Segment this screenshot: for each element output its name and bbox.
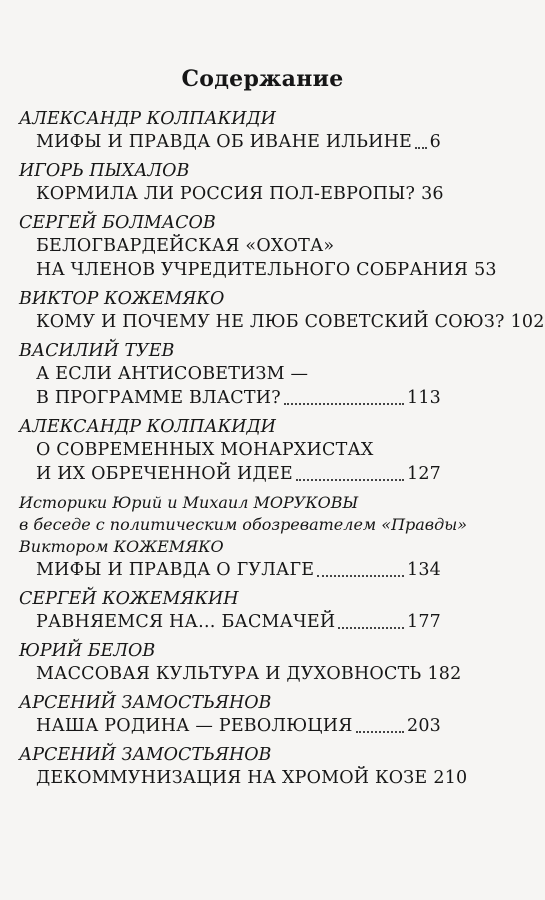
page-number: 102	[510, 312, 545, 332]
author-name: СЕРГЕЙ КОЖЕМЯКИН	[19, 589, 239, 609]
dot-leader	[284, 402, 404, 405]
article-title-line: А ЕСЛИ АНТИСОВЕТИЗМ —	[36, 364, 309, 384]
dot-leader	[338, 626, 404, 629]
author-name: ЮРИЙ БЕЛОВ	[19, 641, 156, 661]
article-title-row[interactable]	[19, 662, 462, 686]
author-name: АЛЕКСАНДР КОЛПАКИДИ	[19, 109, 276, 129]
article-title: И ИХ ОБРЕЧЕННОЙ ИДЕЕ	[36, 464, 293, 484]
dot-leader	[317, 574, 404, 577]
article-title: РАВНЯЕМСЯ НА… БАСМАЧЕЙ	[36, 612, 336, 632]
toc-entry	[19, 160, 444, 206]
author-name: АЛЕКСАНДР КОЛПАКИДИ	[19, 417, 276, 437]
toc-entry	[19, 588, 441, 634]
page-title: Содержание	[181, 66, 344, 92]
page-number: 6	[429, 132, 441, 152]
toc-entry	[19, 744, 468, 790]
toc-entry	[19, 692, 441, 738]
article-title-row[interactable]	[19, 462, 441, 486]
toc-entry	[19, 416, 441, 486]
article-title: МИФЫ И ПРАВДА ОБ ИВАНЕ ИЛЬИНЕ	[36, 132, 413, 152]
author-name: АРСЕНИЙ ЗАМОСТЬЯНОВ	[19, 693, 272, 713]
author-line: Историки Юрий и Михаил МОРУКОВЫ	[19, 493, 359, 512]
article-title: МАССОВАЯ КУЛЬТУРА И ДУХОВНОСТЬ	[36, 664, 422, 684]
article-title-row[interactable]	[19, 558, 441, 582]
page-number: 36	[421, 184, 444, 204]
article-title-row[interactable]	[19, 386, 441, 410]
table-of-contents	[19, 108, 545, 796]
page-number: 113	[406, 388, 441, 408]
page-number: 134	[406, 560, 441, 580]
page-number: 53	[474, 260, 497, 280]
page-number: 203	[406, 716, 441, 736]
toc-entry	[19, 340, 441, 410]
author-name: ВИКТОР КОЖЕМЯКО	[19, 289, 225, 309]
article-title: НА ЧЛЕНОВ УЧРЕДИТЕЛЬНОГО СОБРАНИЯ	[36, 260, 469, 280]
toc-entry	[19, 288, 545, 334]
page-number: 177	[406, 612, 441, 632]
dot-leader	[296, 478, 404, 481]
article-title: МИФЫ И ПРАВДА О ГУЛАГЕ	[36, 560, 315, 580]
author-name: ВАСИЛИЙ ТУЕВ	[19, 341, 175, 361]
article-title-row[interactable]	[19, 182, 444, 206]
toc-entry	[19, 212, 497, 282]
page-number: 182	[427, 664, 462, 684]
article-title-line: БЕЛОГВАРДЕЙСКАЯ «ОХОТА»	[36, 236, 335, 256]
author-line: Виктором КОЖЕМЯКО	[19, 537, 224, 556]
author-name: СЕРГЕЙ БОЛМАСОВ	[19, 213, 216, 233]
article-title-line: О СОВРЕМЕННЫХ МОНАРХИСТАХ	[36, 440, 374, 460]
article-title: КОРМИЛА ЛИ РОССИЯ ПОЛ-ЕВРОПЫ?	[36, 184, 416, 204]
article-title-row[interactable]	[19, 310, 545, 334]
toc-entry	[19, 640, 462, 686]
article-title-row[interactable]	[19, 766, 468, 790]
author-name: АРСЕНИЙ ЗАМОСТЬЯНОВ	[19, 745, 272, 765]
toc-entry	[19, 492, 468, 582]
toc-entry	[19, 108, 441, 154]
dot-leader	[356, 730, 404, 733]
article-title-row[interactable]	[19, 130, 441, 154]
article-title: КОМУ И ПОЧЕМУ НЕ ЛЮБ СОВЕТСКИЙ СОЮЗ?	[36, 312, 505, 332]
dot-leader	[415, 146, 427, 149]
page-number: 210	[433, 768, 468, 788]
article-title-row[interactable]	[19, 610, 441, 634]
article-title-row[interactable]	[19, 258, 497, 282]
article-title: ДЕКОММУНИЗАЦИЯ НА ХРОМОЙ КОЗЕ	[36, 768, 428, 788]
page-number: 127	[406, 464, 441, 484]
article-title: В ПРОГРАММЕ ВЛАСТИ?	[36, 388, 281, 408]
author-name: ИГОРЬ ПЫХАЛОВ	[19, 161, 190, 181]
author-line: в беседе с политическим обозревателем «Правды»	[19, 515, 468, 534]
article-title: НАША РОДИНА — РЕВОЛЮЦИЯ	[36, 716, 353, 736]
article-title-row[interactable]	[19, 714, 441, 738]
